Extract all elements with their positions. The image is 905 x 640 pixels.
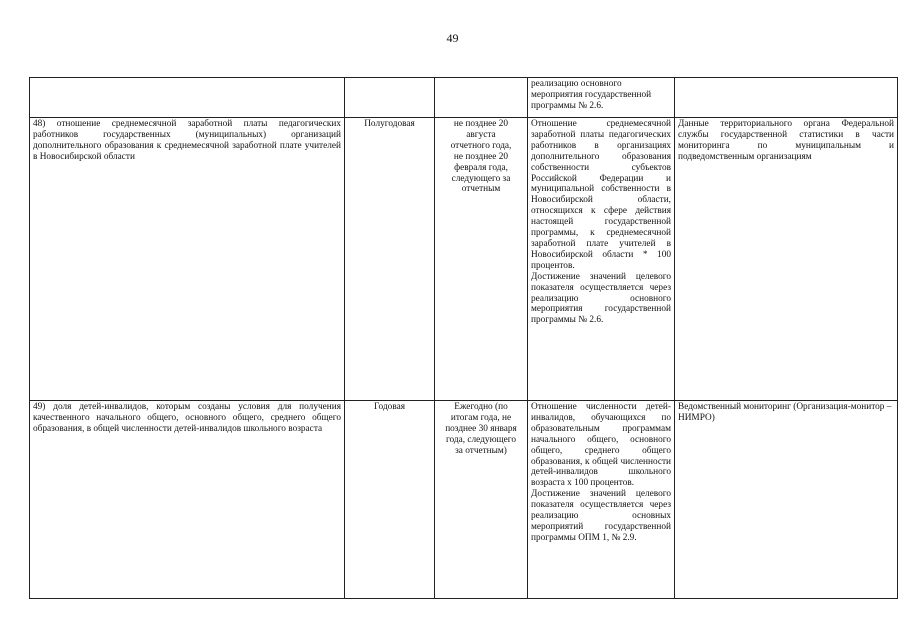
method-text: Отношение численности детей-инвалидов, обучающихся по образовательным программам начального общего, основного общего, среднего общего образования, к общей численности детей-инвалидов школьного возраста х 100 процентов. — [531, 402, 671, 489]
cell-deadline: Ежегодно (по итогам года, не позднее 30 января года, следующего за отчетным) — [435, 401, 528, 599]
cell-indicator: 49) доля детей-инвалидов, которым созданы условия для получения качественного начального общего, основного общего, среднего общего образования, в общей численности детей-инвалидов школьного возраста — [30, 401, 345, 599]
method-note: Достижение значений целевого показателя осуществляется через реализацию основных мероприятий государственной программы ОПМ 1, № 2.9. — [531, 489, 671, 543]
method-note: Достижение значений целевого показателя осуществляется через реализацию основного мероприятия государственной программы № 2.6. — [531, 271, 671, 326]
method-text: Отношение среднемесячной заработной платы педагогических работников в организациях дополнительного образования собственности субъектов Российской Федерации и муниципальной собственности в Новосибирской области, относящихся к сфере действия настоящей государственной программы, к среднемесячной заработной плате учителей в Новосибирской области * 100 процентов. — [531, 119, 671, 271]
table-row-continuation — [30, 78, 898, 118]
cell-periodicity: Полугодовая — [345, 118, 435, 401]
cell-deadline — [435, 78, 528, 118]
cell-source: Ведомственный мониторинг (Организация-монитор – НИМРО) — [675, 401, 898, 599]
cell-source: Данные территориального органа Федеральной службы государственной статистики в части мониторинга по муниципальным и подведомственным организациям — [675, 118, 898, 401]
table-row-48 — [30, 118, 898, 401]
cell-method: реализацию основного мероприятия государственной программы № 2.6. — [528, 78, 675, 118]
cell-periodicity: Годовая — [345, 401, 435, 599]
cell-indicator: 48) отношение среднемесячной заработной платы педагогических работников государственных (муниципальных) организаций дополнительного образования к среднемесячной заработной плате учителей в Новосибирской области — [30, 118, 345, 401]
cell-method — [528, 118, 675, 401]
cell-source — [675, 78, 898, 118]
page-number: 49 — [446, 31, 459, 45]
indicators-table — [29, 77, 898, 599]
table-row-49 — [30, 401, 898, 599]
cell-method — [528, 401, 675, 599]
cell-periodicity — [345, 78, 435, 118]
cell-indicator — [30, 78, 345, 118]
cell-deadline: не позднее 20 августа отчетного года, не позднее 20 февраля года, следующего за отчетным — [435, 118, 528, 401]
